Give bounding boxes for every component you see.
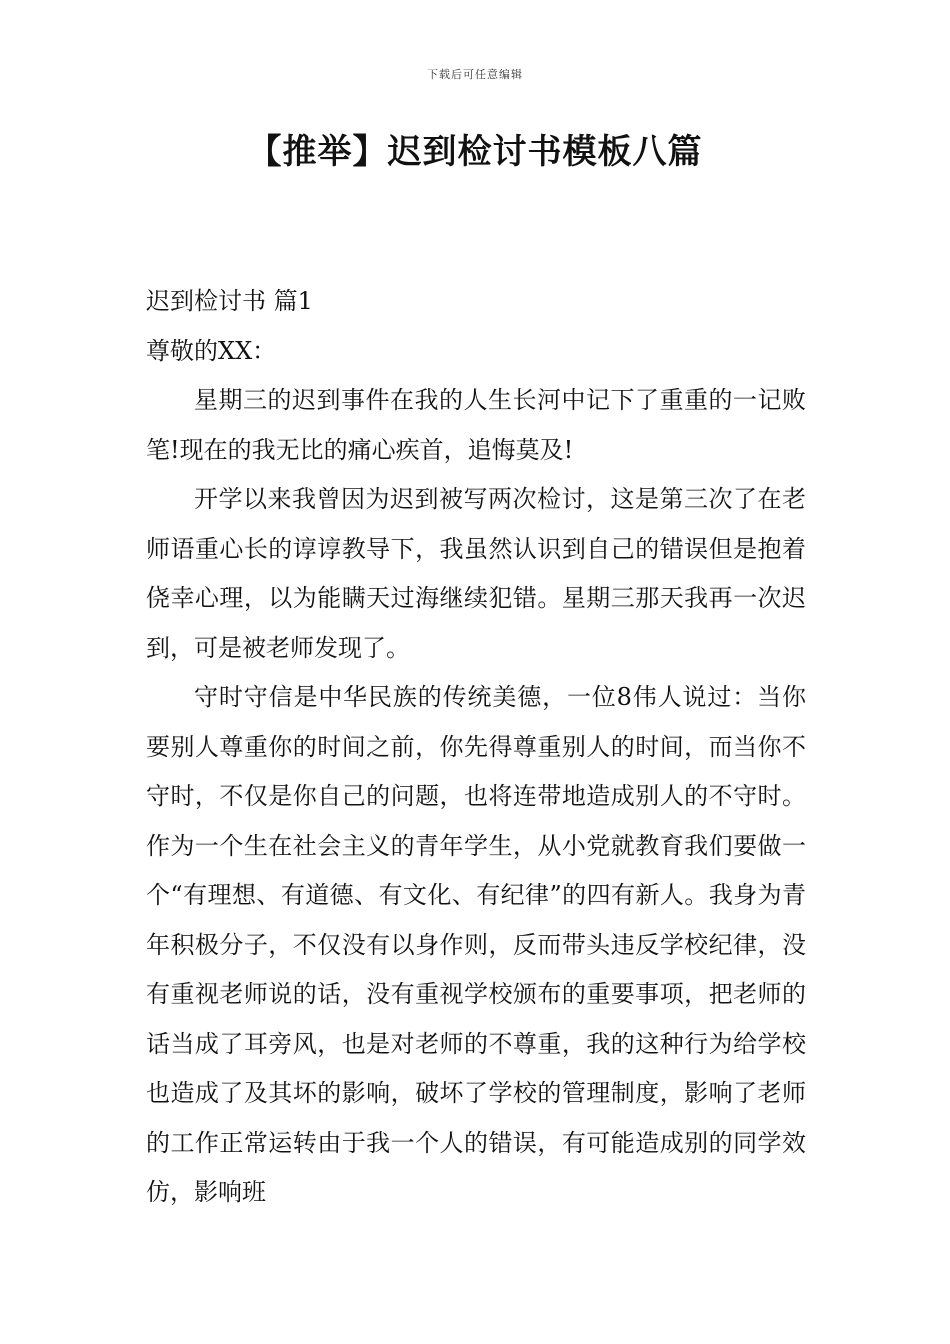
paragraph-1: 星期三的迟到事件在我的人生长河中记下了重重的一记败笔!现在的我无比的痛心疾首，追悔莫及! bbox=[146, 386, 806, 464]
paragraph-2: 开学以来我曾因为迟到被写两次检讨，这是第三次了在老师语重心长的谆谆教导下，我虽然认识到自己的错误但是抱着侥幸心理，以为能瞒天过海继续犯错。星期三那天我再一次迟到，可是被老师发现了。 bbox=[146, 485, 806, 662]
salutation: 尊敬的XX： bbox=[146, 336, 277, 365]
paragraph-3: 守时守信是中华民族的传统美德，一位8伟人说过：当你要别人尊重你的时间之前，你先得尊重别人的时间，而当你不守时，不仅是你自己的问题，也将连带地造成别人的不守时。作为一个生在社会主义的青年学生，从小党就教育我们要做一个“有理想、有道德、有文化、有纪律”的四有新人。我身为青年积极分子，不仅没有以身作则，反而带头违反学校纪律，没有重视老师说的话，没有重视学校颁布的重要事项，把老师的话当成了耳旁风，也是对老师的不尊重，我的这种行为给学校也造成了及其坏的影响，破坏了学校的管理制度，影响了老师的工作正常运转由于我一个人的错误，有可能造成别的同学效仿，影响班 bbox=[146, 683, 806, 1206]
document-body bbox=[146, 277, 806, 1218]
document-title: 【推举】迟到检讨书模板八篇 bbox=[247, 132, 703, 172]
section-heading: 迟到检讨书 篇1 bbox=[146, 287, 313, 315]
header-note: 下载后可任意编辑 bbox=[427, 68, 523, 81]
